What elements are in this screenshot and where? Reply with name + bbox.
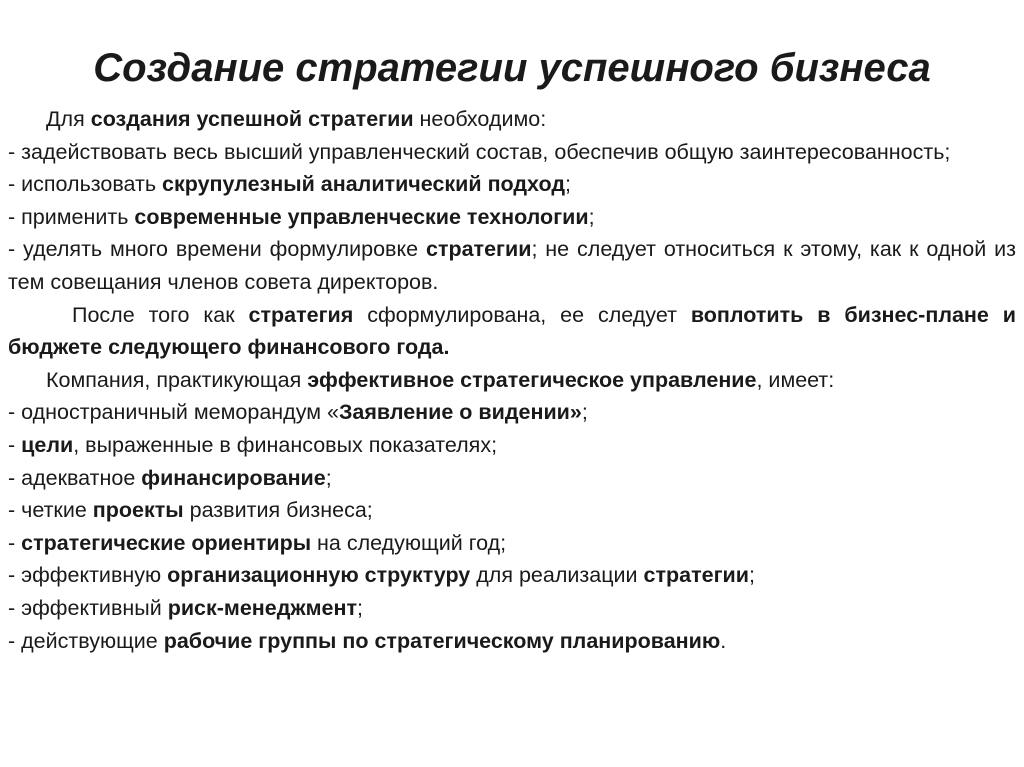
bold-text: организационную структуру xyxy=(167,563,471,588)
list-item xyxy=(8,168,1016,201)
bold-text: рабочие группы по стратегическому планированию xyxy=(163,628,721,653)
company-paragraph xyxy=(8,364,1016,397)
slide-body xyxy=(8,103,1016,657)
text: , имеет: xyxy=(756,367,835,392)
text: развития бизнеса; xyxy=(183,498,373,523)
list-item xyxy=(8,625,1016,658)
list-item xyxy=(8,396,1016,429)
text: - одностраничный меморандум « xyxy=(8,400,339,425)
text: - использовать xyxy=(8,172,163,197)
text: ; xyxy=(325,465,332,490)
slide-title: Создание стратегии успешного бизнеса xyxy=(93,46,931,90)
list-item xyxy=(8,233,1016,298)
list-item xyxy=(8,201,1016,234)
text: - уделять много времени формулировке xyxy=(8,237,426,262)
list-item xyxy=(8,592,1016,625)
text: После того как xyxy=(72,302,249,327)
list-item xyxy=(8,559,1016,592)
text: ; xyxy=(748,563,755,588)
text: Компания, практикующая xyxy=(46,367,308,392)
text: Для xyxy=(46,107,91,131)
text: - эффективную xyxy=(8,563,168,588)
bold-text: стратегические ориентиры xyxy=(21,530,312,555)
bold-text: эффективное стратегическое управление xyxy=(307,367,757,392)
bold-text: стратегии xyxy=(643,563,749,588)
text: . xyxy=(720,628,727,653)
text: - адекватное xyxy=(8,465,142,490)
text: , выраженные в финансовых показателях; xyxy=(73,432,498,457)
text: - четкие xyxy=(8,498,93,523)
bold-text: современные управленческие технологии xyxy=(134,204,589,229)
text: ; xyxy=(588,204,595,229)
text: ; xyxy=(357,595,363,620)
intro-paragraph xyxy=(8,103,1016,136)
text: ; не следует относиться к этому, как к одной из тем совещания членов совета директоров. xyxy=(8,237,1016,294)
bold-text: воплотить в бизнес-плане и бюджете следующего финансового года. xyxy=(8,302,1016,360)
bold-text: проекты xyxy=(92,498,184,523)
bold-text: риск-менеджмент xyxy=(167,595,357,620)
list-item xyxy=(8,527,1016,560)
bold-text: скрупулезный аналитический подход xyxy=(162,172,565,197)
text: - xyxy=(8,530,22,555)
list-item xyxy=(8,462,1016,495)
text: сформулирована, ее следует xyxy=(353,302,691,327)
text: - xyxy=(8,432,22,457)
bold-text: стратегии xyxy=(425,237,532,262)
text: на следующий год; xyxy=(311,530,507,555)
text: - эффективный xyxy=(8,595,168,620)
text: ; xyxy=(564,172,571,197)
text: - применить xyxy=(8,204,135,229)
text: для реализации xyxy=(470,563,644,588)
bold-text: создания успешной стратегии xyxy=(90,107,414,131)
text: ; xyxy=(581,400,588,425)
strategy-paragraph xyxy=(8,299,1016,364)
bold-text: финансирование xyxy=(141,465,326,490)
bold-text: стратегия xyxy=(248,302,354,327)
bold-text: цели xyxy=(21,432,74,457)
list-item xyxy=(8,429,1016,462)
list-item: - задействовать весь высший управленческий состав, обеспечив общую заинтересованность; xyxy=(8,139,951,164)
bold-text: Заявление о видении» xyxy=(338,400,582,425)
list-item xyxy=(8,494,1016,527)
text: необходимо: xyxy=(413,107,547,131)
text: - действующие xyxy=(8,628,164,653)
